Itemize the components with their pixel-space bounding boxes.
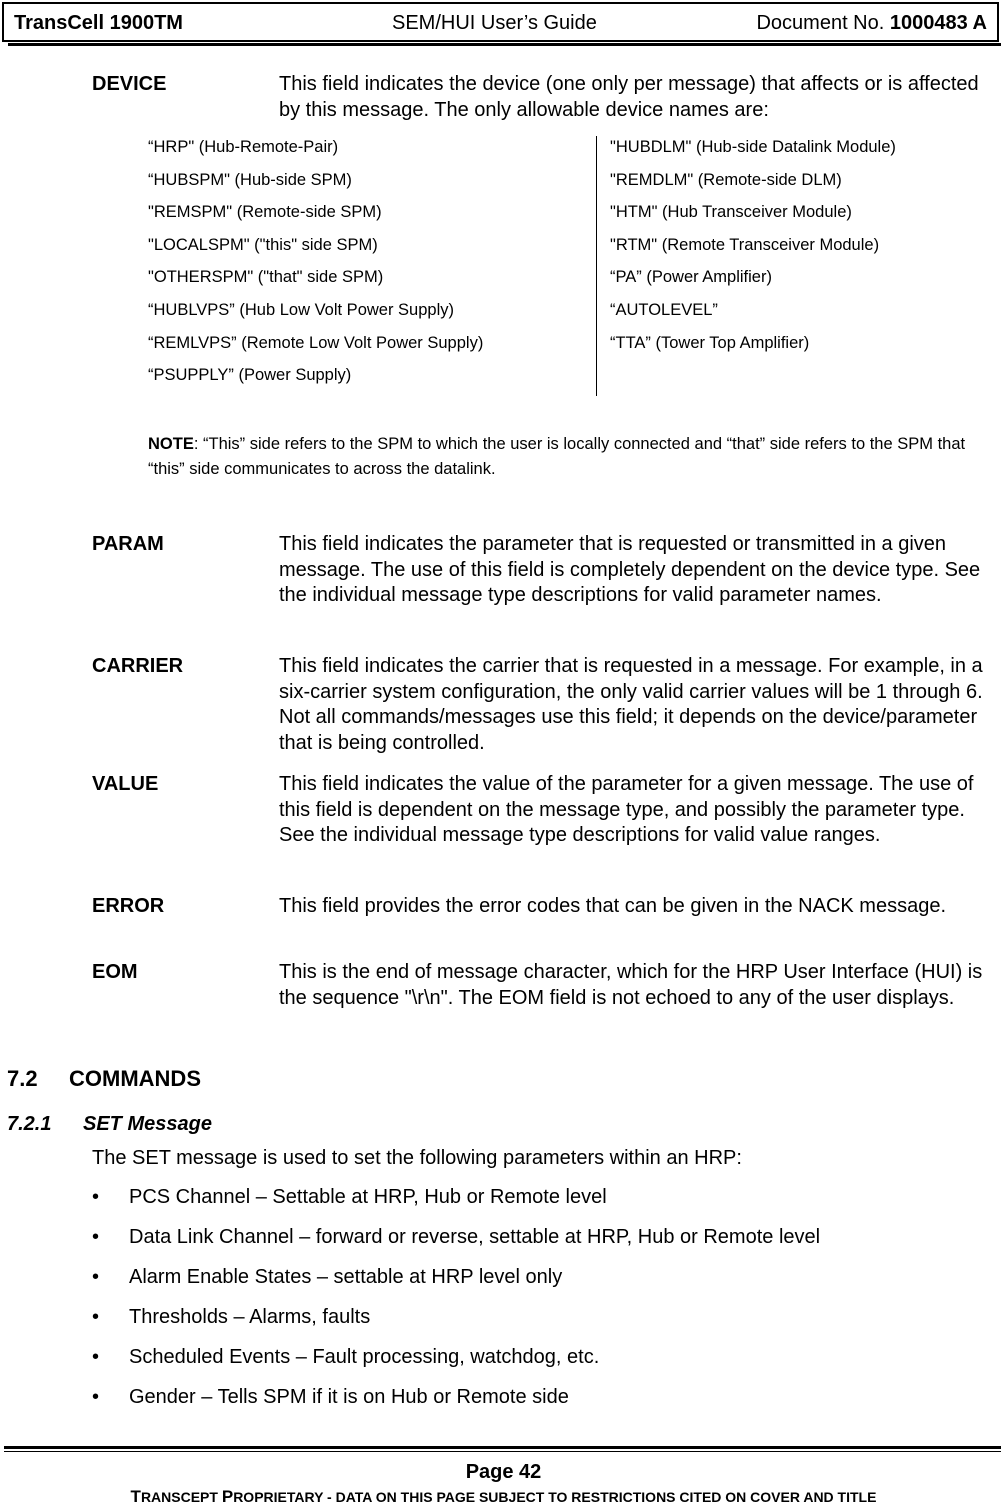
list-item — [92, 1226, 820, 1266]
device-list-right — [610, 136, 896, 364]
device-item: “REMLVPS” (Remote Low Volt Power Supply) — [148, 333, 484, 352]
bullet-icon: • — [92, 1226, 100, 1248]
list-item-text: Gender – Tells SPM if it is on Hub or Remote side — [129, 1386, 569, 1408]
device-item: "HUBDLM" (Hub-side Datalink Module) — [610, 138, 896, 156]
list-item — [92, 1266, 820, 1306]
field-desc: This is the end of message character, which for the HRP User Interface (HUI) is the sequence "\r\n". The EOM field is not echoed to any of the user displays. — [279, 961, 983, 1009]
device-item: "HTM" (Hub Transceiver Module) — [610, 203, 852, 222]
list-item-text: PCS Channel – Settable at HRP, Hub or Remote level — [129, 1186, 607, 1208]
list-item — [92, 1306, 820, 1346]
header-doc-label: Document No. — [756, 12, 885, 34]
device-item: "OTHERSPM" ("that" side SPM) — [148, 268, 384, 287]
bullet-icon: • — [92, 1306, 100, 1328]
header-doc-number — [756, 12, 987, 35]
bullet-icon: • — [92, 1346, 100, 1368]
footer-rule-thin — [4, 1451, 1001, 1452]
list-item-text: Scheduled Events – Fault processing, watchdog, etc. — [129, 1346, 600, 1368]
device-list-left — [148, 136, 483, 397]
device-item: “HRP" (Hub-Remote-Pair) — [148, 138, 339, 156]
list-item-text: Alarm Enable States – settable at HRP level only — [129, 1266, 563, 1288]
list-item-text: Data Link Channel – forward or reverse, settable at HRP, Hub or Remote level — [129, 1226, 821, 1248]
subsection-number: 7.2.1 — [7, 1113, 52, 1135]
device-item: “AUTOLEVEL” — [610, 300, 718, 319]
list-item-text: Thresholds – Alarms, faults — [129, 1306, 371, 1328]
device-item: "REMDLM" (Remote-side DLM) — [610, 170, 842, 189]
field-term: CARRIER — [92, 655, 184, 677]
bullet-icon: • — [92, 1186, 100, 1208]
device-item: “TTA” (Tower Top Amplifier) — [610, 333, 810, 352]
section-heading — [7, 1066, 201, 1092]
section-number: 7.2 — [7, 1066, 38, 1091]
header-doc-value: 1000483 A — [889, 12, 987, 34]
subsection-title: SET Message — [83, 1113, 212, 1135]
device-item: “PA” (Power Amplifier) — [610, 268, 772, 287]
bullet-icon: • — [92, 1386, 100, 1408]
note-text: : “This” side refers to the SPM to which the user is locally connected and “that” side refers to the SPM that “this” side communicates to across the datalink. — [148, 435, 966, 478]
note-label: NOTE — [148, 435, 194, 453]
device-item: “PSUPPLY” (Power Supply) — [148, 366, 352, 385]
device-item: "LOCALSPM" ("this" side SPM) — [148, 235, 378, 254]
field-desc: This field indicates the value of the parameter for a given message. The use of this field is dependent on the message type, and possibly the parameter type. See the individual message type descriptions for valid value ranges. — [279, 773, 974, 846]
device-item: "RTM" (Remote Transceiver Module) — [610, 235, 880, 254]
field-term: PARAM — [92, 533, 164, 555]
footer-rule — [4, 1446, 1001, 1449]
list-item — [92, 1386, 820, 1426]
field-desc: This field indicates the device (one only per message) that affects or is affected by this message. The only allowable device names are: — [279, 73, 979, 121]
field-desc: This field indicates the carrier that is requested in a message. For example, in a six-carrier system configuration, the only valid carrier values will be 1 through 6. Not all commands/messages use this field; it depends on the device/parameter that is being controlled. — [279, 655, 983, 754]
field-term: VALUE — [92, 773, 159, 795]
field-term: ERROR — [92, 895, 165, 917]
device-item: "REMSPM" (Remote-side SPM) — [148, 203, 382, 222]
set-parameters-list — [92, 1186, 820, 1426]
intro-paragraph: The SET message is used to set the following parameters within an HRP: — [92, 1147, 742, 1169]
header-product: TransCell 1900TM — [14, 12, 183, 34]
section-title: COMMANDS — [69, 1066, 201, 1091]
field-desc: This field indicates the parameter that is requested or transmitted in a given message. The use of this field is completely dependent on the device type. See the individual message type descriptions for valid parameter names. — [279, 533, 981, 606]
bullet-icon: • — [92, 1266, 100, 1288]
list-item — [92, 1346, 820, 1386]
field-term: DEVICE — [92, 73, 167, 95]
device-item: “HUBSPM" (Hub-side SPM) — [148, 170, 352, 189]
page-header — [2, 2, 999, 42]
device-names-table — [148, 136, 988, 396]
list-item — [92, 1186, 820, 1226]
column-divider — [596, 136, 597, 396]
header-guide: SEM/HUI User’s Guide — [392, 12, 597, 34]
proprietary-notice: TRANSCEPT PROPRIETARY - DATA ON THIS PAGE SUBJECT TO RESTRICTIONS CITED ON COVER AND TITLE — [130, 1487, 877, 1506]
page-number: Page 42 — [465, 1461, 542, 1483]
field-desc: This field provides the error codes that can be given in the NACK message. — [279, 895, 947, 917]
field-term: EOM — [92, 961, 138, 983]
device-item: “HUBLVPS” (Hub Low Volt Power Supply) — [148, 300, 454, 319]
note — [148, 432, 988, 482]
subsection-heading — [7, 1113, 212, 1136]
